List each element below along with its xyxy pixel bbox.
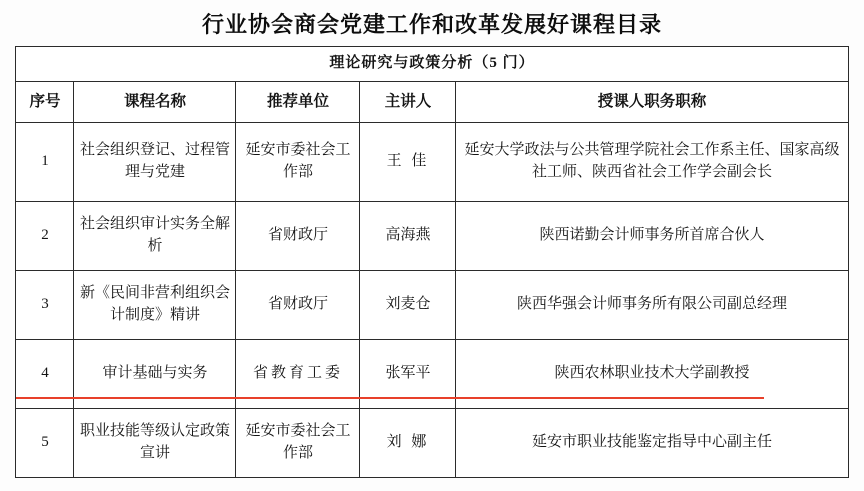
- table-row: [16, 123, 848, 202]
- cell-jobtitle: 陕西农林职业技术大学副教授: [456, 340, 848, 409]
- column-header-jobtitle: 授课人职务职称: [456, 81, 848, 122]
- section-header-cell: 理论研究与政策分析（5 门）: [16, 47, 848, 82]
- table-row: [16, 409, 848, 478]
- cell-lecturer: 张军平: [360, 340, 456, 409]
- cell-lecturer: 王 佳: [360, 123, 456, 202]
- cell-jobtitle: 延安市职业技能鉴定指导中心副主任: [456, 409, 848, 478]
- cell-lecturer: 刘 娜: [360, 409, 456, 478]
- cell-unit: 延安市委社会工作部: [236, 409, 360, 478]
- column-header-course: 课程名称: [74, 81, 236, 122]
- section-header-row: [16, 47, 848, 82]
- column-header-no: 序号: [16, 81, 74, 122]
- cell-course: 社会组织审计实务全解析: [74, 202, 236, 271]
- cell-lecturer: 刘麦仓: [360, 271, 456, 340]
- cell-course: 审计基础与实务: [74, 340, 236, 409]
- cell-unit: 延安市委社会工作部: [236, 123, 360, 202]
- page-title: 行业协会商会党建工作和改革发展好课程目录: [201, 12, 662, 37]
- cell-no: 2: [16, 202, 74, 271]
- column-header-unit: 推荐单位: [236, 81, 360, 122]
- course-catalog-table: [15, 46, 848, 478]
- cell-jobtitle: 陕西华强会计师事务所有限公司副总经理: [456, 271, 848, 340]
- table-row: [16, 202, 848, 271]
- cell-no: 1: [16, 123, 74, 202]
- column-header-lecturer: 主讲人: [360, 81, 456, 122]
- cell-no: 5: [16, 409, 74, 478]
- table-header-row: [16, 81, 848, 122]
- cell-unit: 省财政厅: [236, 202, 360, 271]
- table-row-highlighted: [16, 340, 848, 409]
- cell-unit: 省财政厅: [236, 271, 360, 340]
- cell-lecturer: 高海燕: [360, 202, 456, 271]
- cell-jobtitle: 陕西诺勤会计师事务所首席合伙人: [456, 202, 848, 271]
- cell-jobtitle: 延安大学政法与公共管理学院社会工作系主任、国家高级社工师、陕西省社会工作学会副会长: [456, 123, 848, 202]
- cell-course: 社会组织登记、过程管理与党建: [74, 123, 236, 202]
- cell-unit: 省教育工委: [236, 340, 360, 409]
- cell-no: 4: [16, 340, 74, 409]
- table-row: [16, 271, 848, 340]
- cell-course: 职业技能等级认定政策宣讲: [74, 409, 236, 478]
- cell-no: 3: [16, 271, 74, 340]
- cell-course: 新《民间非营利组织会计制度》精讲: [74, 271, 236, 340]
